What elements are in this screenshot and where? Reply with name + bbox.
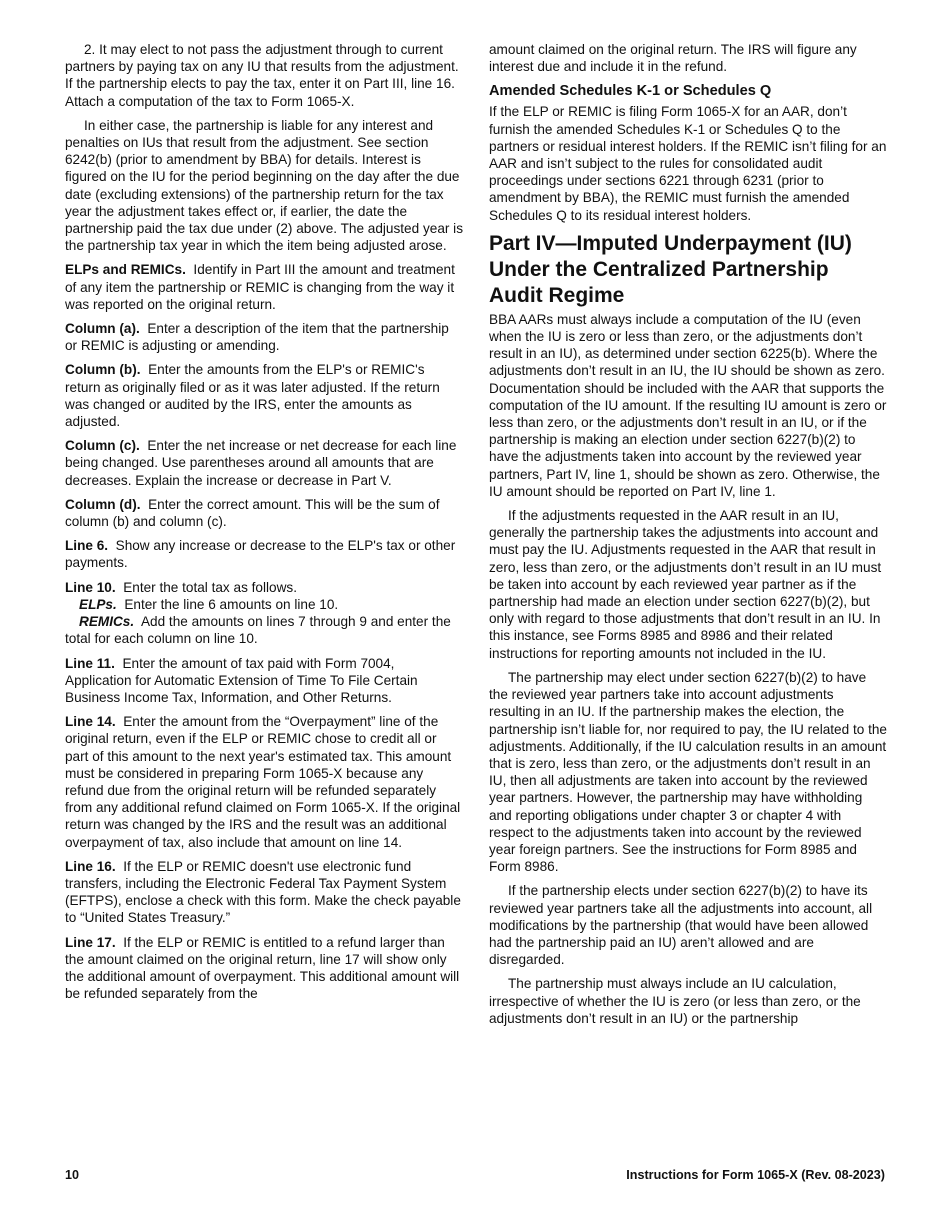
paragraph-text: Enter a description of the item that the partnership or REMIC is adjusting or amending. [65,321,449,354]
paragraph-text: Enter the amount of tax paid with Form 7004, Application for Automatic Extension of Time To File Certain Business Income Tax, Information, and Other Returns. [65,655,418,705]
paragraph-text: If the ELP or REMIC doesn't use electronic fund transfers, including the Electronic Federal Tax Payment System (EFTPS), enclose a check with this form. Make the check payable to “United States Treasury.” [65,858,461,926]
paragraph-line-11 [65,655,463,707]
paragraph-line-10 [65,579,463,596]
run-in-heading: REMICs. [79,614,135,630]
run-in-heading: Line 14. [65,714,116,730]
run-in-heading: Line 11. [65,655,115,671]
paragraph-text: Identify in Part III the amount and treatment of any item the partnership or REMIC is changing from the way it was reported on the original return. [65,262,455,312]
run-in-heading: Line 17. [65,934,116,950]
run-in-heading: Line 16. [65,858,116,874]
paragraph-column-a [65,320,463,354]
page-number: 10 [65,1168,80,1182]
paragraph-column-c [65,437,463,489]
paragraph-text: Enter the amount from the “Overpayment” line of the original return, even if the ELP or REMIC chose to credit all or part of this amount to the next year's estimated tax. This amount must be considered in preparing Form 1065-X because any refund due from the original return will be refunded separately from any additional refund claimed on Form 1065-X. If the original return was changed by the IRS and the result was an additional overpayment of tax, also include that amount on line 14. [65,714,461,850]
paragraph: 2. It may elect to not pass the adjustment through to current partners by paying tax on any IU that results from the adjustment. If the partnership elects to pay the tax, enter it on Part III, line 16. Attach a computation of the tax to Form 1065-X. [65,42,459,109]
paragraph: BBA AARs must always include a computation of the IU (even when the IU is zero or less than zero, or the adjustments don’t result in an IU), as determined under section 6225(b). Where the adjustments don’t result in an IU, the IU should be shown as zero. Documentation should be included with the AAR that supports the computation of the IU amount. If the resulting IU amount is zero or less than zero, or the adjustments don’t result in an IU, or if the partnership is making an election under section 6227(b)(2) to have the adjustments taken into account by the reviewed year partners, Part IV, line 1, should be shown as zero. Otherwise, the IU amount should be reported on Part IV, line 1. [489,311,887,499]
paragraph: If the partnership elects under section 6227(b)(2) to have its reviewed year partners take all the adjustments into account, all modifications by the partnership (that would have been allowed had the partnership paid an IU) aren’t allowed and are disregarded. [489,883,873,968]
paragraph-line-10-remics [65,613,463,647]
paragraph-text: If the ELP or REMIC is entitled to a refund larger than the amount claimed on the original return, line 17 will show only the additional amount of overpayment. This additional amount will be refunded separately from the [65,934,460,1002]
paragraph-text: Add the amounts on lines 7 through 9 and enter the total for each column on line 10. [65,614,451,647]
paragraph-text: Enter the net increase or net decrease for each line being changed. Use parentheses around all amounts that are decreases. Explain the increase or decrease in Part V. [65,438,457,488]
left-column [65,41,463,1009]
run-in-heading: Column (a). [65,321,140,337]
run-in-heading: ELPs. [79,596,117,612]
paragraph-column-b [65,361,463,430]
paragraph-column-d [65,496,463,530]
paragraph-text: Enter the total tax as follows. [123,579,297,595]
paragraph-text: Enter the correct amount. This will be the sum of column (b) and column (c). [65,496,440,530]
paragraph-line-17 [65,934,463,1003]
run-in-heading: Column (d). [65,496,141,512]
run-in-heading: Column (c). [65,438,140,454]
paragraph: If the ELP or REMIC is filing Form 1065-X for an AAR, don’t furnish the amended Schedules K-1 or Schedules Q to the partners or residual interest holders. If the REMIC isn’t filing for an AAR and isn’t subject to the rules for consolidated audit proceedings under sections 6221 through 6231 (prior to amendment by BBA), the REMIC must furnish the amended Schedules Q to its residual interest holders. [489,104,887,223]
right-column [489,41,887,1034]
paragraph: The partnership may elect under section 6227(b)(2) to have the reviewed year partners take into account adjustments resulting in an IU. If the partnership makes the election, the partnership isn’t liable for, nor required to pay, the IU related to the adjustments. Additionally, if the IU calculation results in an amount that is zero, less than zero, or the adjustments don’t result in an IU, then all adjustments are taken into account by the reviewed year partners. However, the partnership may have withholding and reporting obligations under chapter 3 or chapter 4 with respect to the adjustments taken into account by the reviewed year foreign partners. See the instructions for Form 8985 and Form 8986. [489,669,887,875]
paragraph-line-6 [65,537,463,571]
section-heading-part-iv: Part IV—Imputed Underpayment (IU) Under the Centralized Partnership Audit Regime [489,231,852,307]
paragraph-text: Enter the amounts from the ELP's or REMIC's return as originally filed or as it was later adjusted. If the return was changed or audited by the IRS, enter the amounts as adjusted. [65,362,440,430]
paragraph: In either case, the partnership is liable for any interest and penalties on IUs that result from the adjustment. See section 6242(b) (prior to amendment by BBA) for details. Interest is figured on the IU for the period beginning on the day after the due date (excluding extensions) of the partnership return for the tax year the adjustment takes effect or, if earlier, the date the partnership paid the tax due under (2) above. The adjusted year is the partnership tax year in which the item being adjusted arose. [65,117,463,254]
paragraph-line-10-elps [65,596,463,613]
paragraph-line-14 [65,713,463,851]
run-in-heading: Line 6. [65,538,109,554]
run-in-heading: Line 10. [65,579,116,595]
paragraph-text: Show any increase or decrease to the ELP's tax or other payments. [65,538,456,571]
paragraph-line-16 [65,858,463,927]
paragraph-elps-remics [65,261,463,313]
paragraph: The partnership must always include an IU calculation, irrespective of whether the IU is zero (or less than zero, or the adjustments don’t result in an IU) or the partnership [489,976,861,1026]
form-title: Instructions for Form 1065-X (Rev. 08-2023) [626,1168,885,1182]
paragraph-text: Enter the line 6 amounts on line 10. [124,596,339,612]
run-in-heading: ELPs and REMICs. [65,262,186,278]
run-in-heading: Column (b). [65,362,141,378]
section-heading-amended-schedules: Amended Schedules K-1 or Schedules Q [489,83,772,100]
paragraph: If the adjustments requested in the AAR result in an IU, generally the partnership takes the adjustments into account and must pay the IU. Adjustments requested in the AAR that result in zero, less than zero, or the adjustments don’t result in an IU must be taken into account by each reviewed year partner as if the partnership had made an election under section 6227(b)(2), but only with regard to those adjustments that don’t result in an IU. In this instance, see Forms 8985 and 8986 and their related instructions for reporting amounts not included in the IU. [489,508,882,661]
paragraph: amount claimed on the original return. The IRS will figure any interest due and include it in the refund. [489,42,857,75]
